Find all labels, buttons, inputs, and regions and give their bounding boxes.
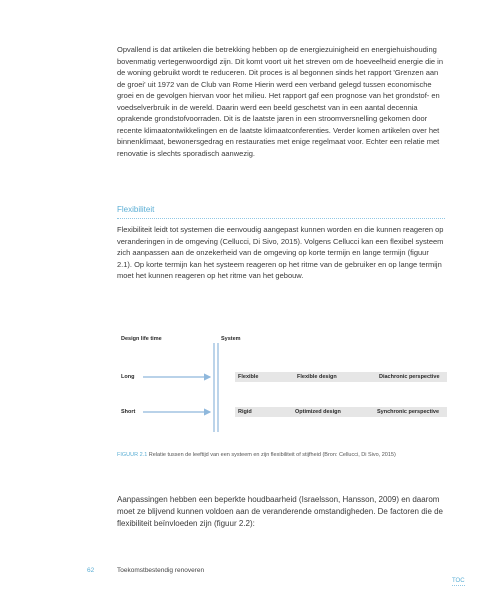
header-system: System: [221, 336, 241, 342]
row-short-label: Short: [121, 409, 136, 415]
cell-rigid: Rigid: [238, 408, 252, 415]
cell-flexible: Flexible: [238, 373, 259, 380]
figure-number: FIGUUR 2.1: [117, 452, 148, 458]
footer-title: Toekomstbestendig renoveren: [117, 567, 205, 574]
header-design-life-time: Design life time: [121, 336, 162, 342]
body-paragraph: Flexibiliteit leidt tot systemen die eenvoudig aangepast kunnen worden en die kunnen reageren op veranderingen in de omgeving (Cellucci, Di Sivo, 2015). Volgens Cellucci kan een flexibel systeem zich aanpassen aan de onzekerheid van de omgeving op korte termijn en lange termijn (figuur 2.1). Op korte termijn kan het systeem reageren op het ritme van de gebruiker en op lange termijn moet het kunnen reageren op het ritme van het gebouw.: [117, 225, 444, 280]
cell-diachronic-perspective: Diachronic perspective: [379, 373, 440, 380]
figure-diagram: [117, 330, 447, 450]
toc-link[interactable]: TOC: [452, 578, 465, 584]
cell-synchronic-perspective: Synchronic perspective: [377, 408, 440, 415]
body-paragraph: Opvallend is dat artikelen die betrekking hebben op de energiezuinigheid en energiehuishouding bovenmatig vertegenwoordigd zijn. Dit komt voort uit het streven om de hoeveelheid energie die in de woning gebruikt wordt te reduceren. Dit proces is al begonnen sinds het rapport 'Grenzen aan de groei' uit 1972 van de Club van Rome Hierin werd een verband gelegd tussen economische groei en de gevolgen hiervan voor het milieu. Het rapport gaf een prognose van het grondstof- en voedselverbruik in de wereld. Daarin werd een beeld geschetst van in een aantal decennia oprakende grondstofvoorraden. Dit is de laatste jaren in een stroomversnelling gekomen door recente klimaatontwikkelingen en de laatste klimaatconferenties. Verder komen artikelen over het binnenklimaat, bewonersgedrag en restauraties met enige regelmaat voor. Echter een relatie met renovatie is slechts sporadisch aanwezig.: [117, 45, 444, 158]
section-heading: Flexibiliteit: [117, 205, 445, 219]
figure-caption: [117, 451, 447, 459]
cell-flexible-design: Flexible design: [297, 373, 337, 380]
row-long-label: Long: [121, 374, 135, 380]
cell-optimized-design: Optimized design: [295, 408, 341, 415]
page-number: 62: [87, 567, 95, 574]
caption-text: Relatie tussen de leeftijd van een systeem en zijn flexibiliteit of stijfheid (Bron: Cellucci, Di Sivo, 2015): [148, 452, 396, 458]
diagram-arrows: [117, 330, 447, 450]
body-paragraph: Aanpassingen hebben een beperkte houdbaarheid (Israelsson, Hansson, 2009) en daarom moet ze blijvend kunnen voldoen aan de veranderende omstandigheden. De factoren die de flexibiliteit beïnvloeden zijn (figuur 2.2):: [117, 495, 444, 528]
